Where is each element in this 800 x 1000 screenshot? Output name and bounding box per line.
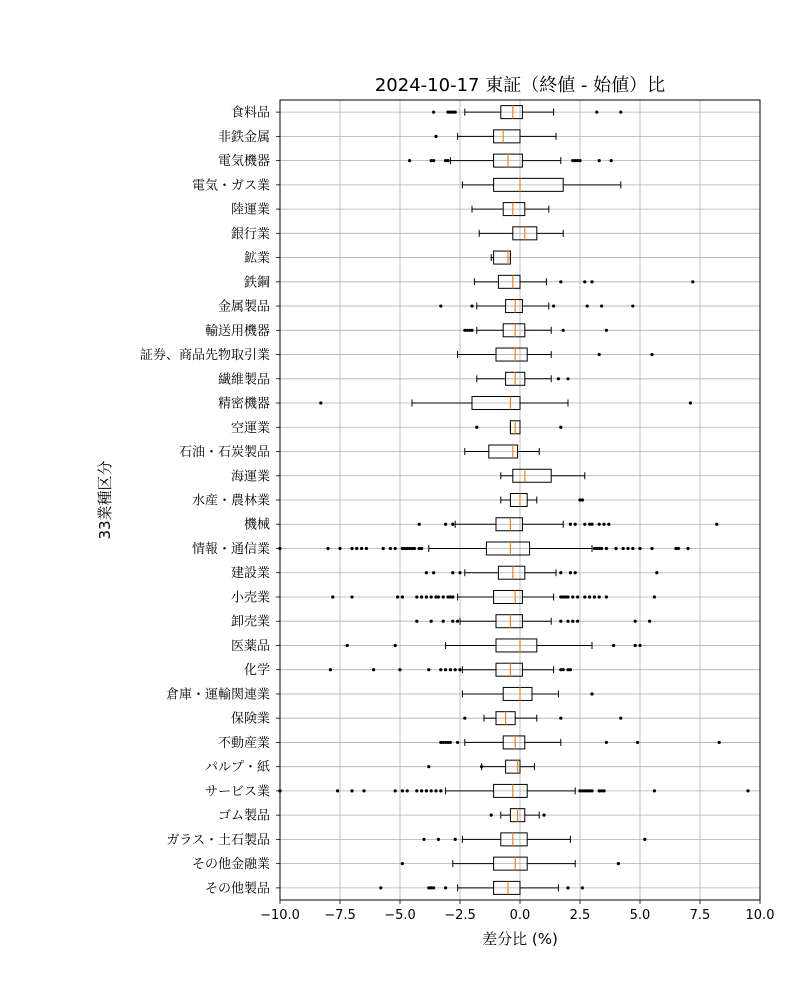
outlier-point [329,668,332,671]
outlier-point [442,620,445,623]
outlier-point [480,765,483,768]
outlier-point [686,547,689,550]
outlier-point [439,789,442,792]
outlier-point [394,789,397,792]
outlier-point [338,547,341,550]
y-tick-label: 倉庫・運輸関連業 [165,687,270,703]
outlier-point [648,620,651,623]
outlier-point [583,280,586,283]
y-tick-label: ガラス・土石製品 [166,832,270,848]
outlier-point [614,547,617,550]
outlier-point [566,620,569,623]
x-tick-label: −5.0 [384,908,416,923]
y-tick-label: 銀行業 [230,226,270,242]
outlier-point [598,595,601,598]
outlier-point [581,886,584,889]
y-tick-label: 空運業 [230,420,270,436]
outlier-point [634,644,637,647]
outlier-point [636,741,639,744]
y-tick-label: パルプ・紙 [204,760,270,776]
outlier-point [449,741,452,744]
outlier-point [454,838,457,841]
outlier-point [605,547,608,550]
y-tick-label: 鉄鋼 [243,275,270,291]
x-tick-label: 0.0 [509,908,531,923]
outlier-point [379,886,382,889]
y-tick-label: 繊維製品 [217,372,270,388]
outlier-point [566,595,569,598]
outlier-point [425,595,428,598]
outlier-point [559,717,562,720]
outlier-point [715,523,718,526]
outlier-point [612,644,615,647]
outlier-point [542,814,545,817]
outlier-point [677,547,680,550]
outlier-point [406,789,409,792]
y-tick-label: 情報・通信業 [191,541,270,557]
outlier-point [569,571,572,574]
y-tick-label: 機械 [243,517,270,533]
outlier-point [365,547,368,550]
outlier-point [389,547,392,550]
outlier-point [583,523,586,526]
y-tick-label: 精密機器 [217,396,270,412]
outlier-point [490,814,493,817]
y-tick-label: 医薬品 [230,638,270,654]
outlier-point [336,789,339,792]
outlier-point [650,547,653,550]
y-tick-label: 海運業 [230,469,270,485]
outlier-point [401,595,404,598]
outlier-point [638,644,641,647]
outlier-point [689,401,692,404]
outlier-point [631,547,634,550]
outlier-point [439,668,442,671]
outlier-point [451,595,454,598]
outlier-point [415,595,418,598]
outlier-point [350,595,353,598]
outlier-point [454,111,457,114]
outlier-point [432,111,435,114]
outlier-point [607,523,610,526]
outlier-point [396,595,399,598]
outlier-point [590,789,593,792]
x-tick-label: 7.5 [689,908,711,923]
outlier-point [439,304,442,307]
outlier-point [394,547,397,550]
y-tick-label: 電気・ガス業 [191,178,270,194]
outlier-point [619,111,622,114]
x-tick-label: −7.5 [324,908,356,923]
outlier-point [372,668,375,671]
outlier-point [718,741,721,744]
outlier-point [470,304,473,307]
x-axis-label: 差分比 (%) [482,930,558,948]
outlier-point [638,547,641,550]
y-tick-label: 鉱業 [243,251,270,267]
outlier-point [425,789,428,792]
outlier-point [593,595,596,598]
x-tick-label: −2.5 [444,908,476,923]
y-tick-label: 化学 [243,663,270,679]
outlier-point [574,571,577,574]
y-tick-label: サービス業 [204,784,270,800]
outlier-point [444,668,447,671]
outlier-point [559,426,562,429]
y-tick-label: 陸運業 [230,202,270,218]
outlier-point [326,547,329,550]
outlier-point [562,668,565,671]
outlier-point [401,789,404,792]
outlier-point [362,789,365,792]
y-axis-label: 33業種区分 [96,460,114,540]
outlier-point [458,668,461,671]
outlier-point [576,620,579,623]
y-tick-label: 不動産業 [217,735,270,751]
outlier-point [552,304,555,307]
outlier-point [444,523,447,526]
outlier-point [415,789,418,792]
outlier-point [602,523,605,526]
outlier-point [382,547,385,550]
outlier-point [415,620,418,623]
outlier-point [446,159,449,162]
outlier-point [590,280,593,283]
outlier-point [617,862,620,865]
outlier-point [427,765,430,768]
x-tick-label: 10.0 [745,908,775,923]
outlier-point [571,595,574,598]
outlier-point [319,401,322,404]
outlier-point [653,789,656,792]
outlier-point [578,159,581,162]
outlier-point [559,280,562,283]
outlier-point [434,789,437,792]
outlier-point [408,159,411,162]
outlier-point [432,159,435,162]
outlier-point [600,547,603,550]
chart-title: 2024-10-17 東証（終値 - 始値）比 [374,75,666,96]
outlier-point [420,595,423,598]
outlier-point [470,329,473,332]
y-tick-label: 証券、商品先物取引業 [139,348,270,364]
outlier-point [655,571,658,574]
outlier-point [422,838,425,841]
outlier-point [631,304,634,307]
outlier-point [569,523,572,526]
outlier-point [595,111,598,114]
x-tick-label: 2.5 [569,908,591,923]
outlier-point [420,547,423,550]
outlier-point [456,741,459,744]
outlier-point [413,547,416,550]
outlier-point [581,498,584,501]
outlier-point [600,304,603,307]
outlier-point [650,353,653,356]
outlier-point [451,523,454,526]
outlier-point [463,717,466,720]
outlier-point [451,620,454,623]
outlier-point [355,547,358,550]
outlier-point [475,426,478,429]
y-tick-label: その他金融業 [191,857,270,873]
outlier-point [420,789,423,792]
outlier-point [691,280,694,283]
x-axis-ticks [260,900,774,923]
outlier-point [643,838,646,841]
outlier-point [619,717,622,720]
y-tick-label: 輸送用機器 [204,323,270,339]
outlier-point [425,571,428,574]
outlier-point [562,329,565,332]
y-tick-label: 建設業 [230,566,270,582]
outlier-point [557,377,560,380]
outlier-point [590,692,593,695]
x-tick-label: −10.0 [260,908,300,923]
outlier-point [451,571,454,574]
outlier-point [598,353,601,356]
outlier-point [574,523,577,526]
outlier-point [598,159,601,162]
outlier-point [430,595,433,598]
outlier-point [566,377,569,380]
outlier-point [569,668,572,671]
outlier-point [590,523,593,526]
y-tick-label: 水産・農林業 [191,493,270,509]
outlier-point [746,789,749,792]
outlier-point [360,547,363,550]
x-tick-label: 5.0 [629,908,651,923]
outlier-point [401,862,404,865]
outlier-point [434,135,437,138]
outlier-point [576,595,579,598]
outlier-point [427,668,430,671]
outlier-point [350,547,353,550]
y-tick-label: 卸売業 [230,614,270,630]
outlier-point [432,571,435,574]
outlier-point [602,789,605,792]
outlier-point [398,668,401,671]
outlier-point [331,595,334,598]
outlier-point [634,620,637,623]
outlier-point [571,620,574,623]
outlier-point [653,595,656,598]
outlier-point [605,595,608,598]
outlier-point [346,644,349,647]
y-tick-label: 非鉄金属 [217,129,270,145]
outlier-point [559,620,562,623]
y-tick-label: 電気機器 [217,154,270,170]
y-tick-label: その他製品 [204,881,270,897]
outlier-point [418,523,421,526]
outlier-point [437,595,440,598]
outlier-point [432,886,435,889]
y-tick-label: ゴム製品 [217,808,270,824]
outlier-point [444,886,447,889]
outlier-point [458,571,461,574]
outlier-point [626,547,629,550]
outlier-point [559,571,562,574]
outlier-point [605,741,608,744]
y-tick-label: 石油・石炭製品 [178,445,270,461]
y-tick-label: 小売業 [230,590,270,606]
y-tick-label: 保険業 [230,711,270,727]
outlier-point [566,886,569,889]
outlier-point [588,595,591,598]
outlier-point [605,329,608,332]
outlier-point [454,668,457,671]
outlier-point [350,789,353,792]
y-axis-ticks [140,105,280,897]
outlier-point [598,523,601,526]
y-tick-label: 金属製品 [217,299,270,315]
outlier-point [583,595,586,598]
y-tick-label: 食料品 [230,105,270,121]
outlier-point [394,644,397,647]
outlier-point [430,789,433,792]
outlier-point [449,668,452,671]
outlier-point [610,159,613,162]
outlier-point [622,547,625,550]
outlier-point [430,620,433,623]
outlier-point [442,595,445,598]
outlier-point [437,838,440,841]
outlier-point [586,304,589,307]
outlier-point [456,620,459,623]
